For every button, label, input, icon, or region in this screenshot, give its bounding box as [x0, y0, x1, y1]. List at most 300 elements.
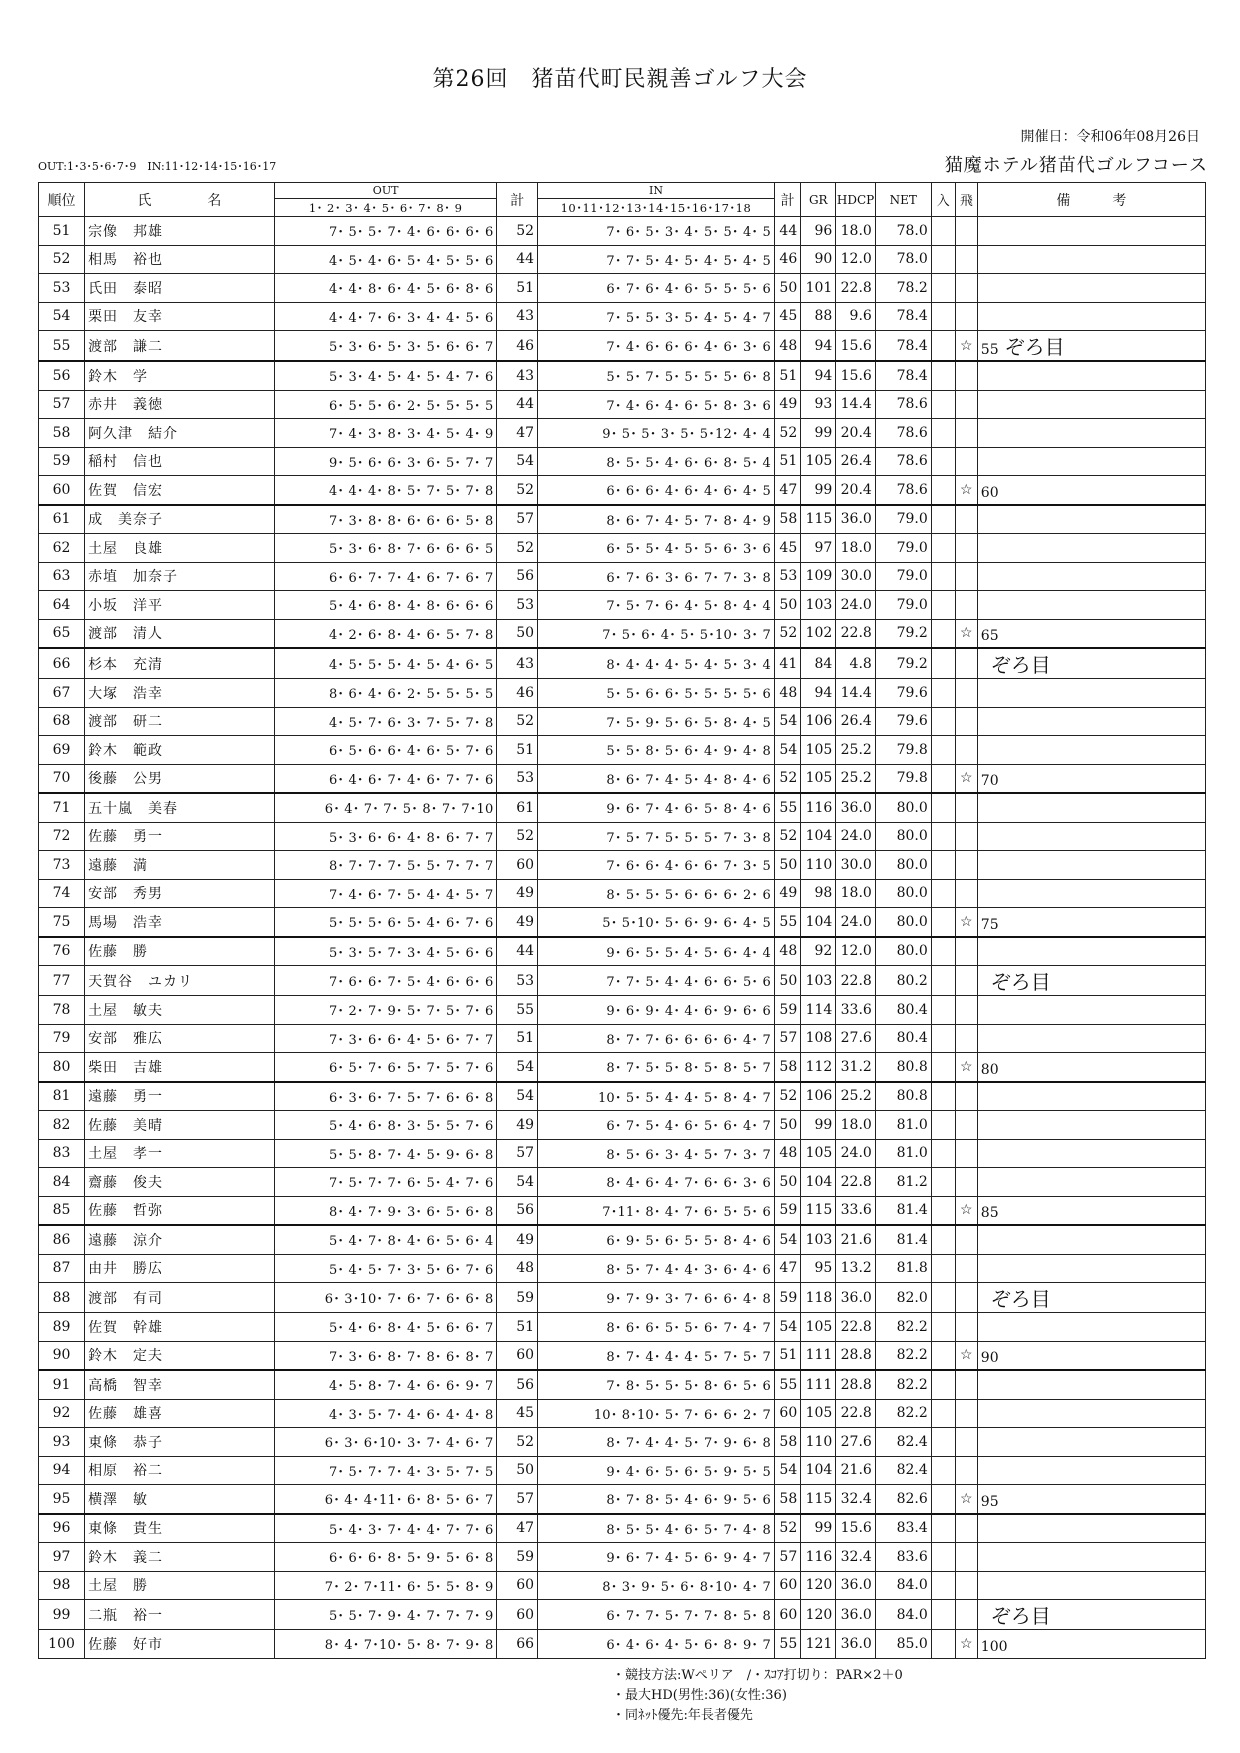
cell-entry	[931, 1254, 955, 1283]
cell-out: 7･ 2･ 7･ 9･ 5･ 7･ 5･ 7･ 6	[274, 996, 497, 1025]
cell-star	[955, 1456, 977, 1485]
cell-out: 5･ 3･ 4･ 5･ 4･ 5･ 4･ 7･ 6	[274, 361, 497, 390]
cell-in: 7･ 5･ 7･ 5･ 5･ 5･ 7･ 3･ 8	[538, 822, 775, 851]
cell-remarks	[977, 1196, 1205, 1225]
cell-out: 6･ 4･ 6･ 7･ 4･ 6･ 7･ 7･ 6	[274, 764, 497, 793]
cell-remarks	[977, 476, 1205, 505]
cell-remarks	[977, 217, 1205, 246]
cell-remarks	[977, 1600, 1205, 1630]
cell-gross: 110	[801, 1428, 836, 1457]
cell-name: 小坂 洋平	[85, 591, 275, 620]
cell-out-total: 44	[497, 245, 538, 274]
cell-in-total: 54	[774, 1456, 800, 1485]
cell-in-total: 60	[774, 1399, 800, 1428]
cell-net: 81.2	[875, 1168, 931, 1197]
cell-in-total: 48	[774, 331, 800, 362]
cell-entry	[931, 1196, 955, 1225]
table-row	[39, 1196, 1206, 1225]
cell-star	[955, 648, 977, 679]
cell-entry	[931, 793, 955, 822]
cell-entry	[931, 1139, 955, 1168]
cell-rank: 61	[39, 505, 85, 534]
cell-net: 79.0	[875, 591, 931, 620]
cell-in: 7･ 5･ 9･ 5･ 6･ 5･ 8･ 4･ 5	[538, 707, 775, 736]
cell-star	[955, 1600, 977, 1630]
cell-hdcp: 26.4	[836, 447, 875, 476]
cell-in: 7･ 5･ 7･ 6･ 4･ 5･ 8･ 4･ 4	[538, 591, 775, 620]
cell-remarks	[977, 534, 1205, 563]
cell-gross: 84	[801, 648, 836, 679]
cell-in-total: 55	[774, 1370, 800, 1399]
cell-out: 6･ 3･ 6･ 7･ 5･ 7･ 6･ 6･ 8	[274, 1082, 497, 1111]
cell-net: 81.0	[875, 1111, 931, 1140]
cell-name: 東條 恭子	[85, 1428, 275, 1457]
cell-in-total: 50	[774, 966, 800, 996]
cell-net: 81.0	[875, 1139, 931, 1168]
cell-out: 6･ 3･ 6･10･ 3･ 7･ 4･ 6･ 7	[274, 1428, 497, 1457]
cell-rank: 97	[39, 1543, 85, 1572]
cell-remarks	[977, 736, 1205, 765]
cell-remarks	[977, 1485, 1205, 1514]
cell-in-total: 50	[774, 1168, 800, 1197]
cell-out: 8･ 7･ 7･ 7･ 5･ 5･ 7･ 7･ 7	[274, 851, 497, 880]
cell-in: 5･ 5･ 6･ 6･ 5･ 5･ 5･ 5･ 6	[538, 679, 775, 708]
footer-line: ・競技方法:Wペリア /・ｽｺｱ打切り：PAR×2＋0	[612, 1668, 903, 1683]
cell-in: 7･11･ 8･ 4･ 7･ 6･ 5･ 5･ 6	[538, 1196, 775, 1225]
cell-in: 7･ 4･ 6･ 6･ 6･ 4･ 6･ 3･ 6	[538, 331, 775, 362]
table-row	[39, 1341, 1206, 1370]
cell-name: 東條 貴生	[85, 1514, 275, 1543]
cell-out-total: 51	[497, 736, 538, 765]
cell-net: 78.0	[875, 217, 931, 246]
cell-in: 8･ 4･ 6･ 4･ 7･ 6･ 6･ 3･ 6	[538, 1168, 775, 1197]
cell-entry	[931, 1024, 955, 1053]
cell-in-total: 50	[774, 1111, 800, 1140]
cell-star	[955, 1428, 977, 1457]
cell-remarks	[977, 1024, 1205, 1053]
cell-remarks	[977, 1225, 1205, 1254]
cell-star	[955, 302, 977, 331]
cell-rank: 67	[39, 679, 85, 708]
cell-out: 5･ 5･ 7･ 9･ 4･ 7･ 7･ 7･ 9	[274, 1600, 497, 1630]
cell-name: 渡部 研二	[85, 707, 275, 736]
cell-entry	[931, 1399, 955, 1428]
cell-gross: 118	[801, 1283, 836, 1313]
cell-entry	[931, 1370, 955, 1399]
cell-gross: 99	[801, 419, 836, 448]
cell-rank: 76	[39, 937, 85, 966]
cell-out-total: 48	[497, 1254, 538, 1283]
cell-in: 8･ 4･ 4･ 4･ 5･ 4･ 5･ 3･ 4	[538, 648, 775, 679]
cell-entry	[931, 1514, 955, 1543]
cell-gross: 104	[801, 1456, 836, 1485]
cell-remarks	[977, 648, 1205, 679]
cell-in: 8･ 6･ 7･ 4･ 5･ 4･ 8･ 4･ 6	[538, 764, 775, 793]
cell-star	[955, 1024, 977, 1053]
cell-entry	[931, 1543, 955, 1572]
cell-gross: 94	[801, 331, 836, 362]
header-in: IN	[538, 183, 775, 199]
cell-remarks	[977, 1456, 1205, 1485]
cell-out-total: 51	[497, 1313, 538, 1342]
cell-in: 8･ 6･ 6･ 5･ 5･ 6･ 7･ 4･ 7	[538, 1313, 775, 1342]
cell-rank: 55	[39, 331, 85, 362]
cell-net: 78.4	[875, 361, 931, 390]
table-row	[39, 619, 1206, 648]
cell-name: 佐賀 信宏	[85, 476, 275, 505]
cell-entry	[931, 707, 955, 736]
cell-net: 78.6	[875, 476, 931, 505]
cell-hdcp: 24.0	[836, 1139, 875, 1168]
cell-in: 9･ 6･ 7･ 4･ 6･ 5･ 8･ 4･ 6	[538, 793, 775, 822]
cell-rank: 60	[39, 476, 85, 505]
cell-in-total: 45	[774, 534, 800, 563]
cell-gross: 106	[801, 707, 836, 736]
cell-out: 4･ 4･ 7･ 6･ 3･ 4･ 4･ 5･ 6	[274, 302, 497, 331]
cell-rank: 59	[39, 447, 85, 476]
cell-star	[955, 217, 977, 246]
cell-hdcp: 15.6	[836, 331, 875, 362]
cell-entry	[931, 1053, 955, 1082]
table-row	[39, 1630, 1206, 1659]
cell-hdcp: 36.0	[836, 505, 875, 534]
cell-out: 5･ 4･ 6･ 8･ 4･ 5･ 6･ 6･ 7	[274, 1313, 497, 1342]
cell-in-total: 59	[774, 1196, 800, 1225]
cell-net: 80.0	[875, 851, 931, 880]
cell-net: 79.0	[875, 505, 931, 534]
cell-in: 8･ 7･ 7･ 6･ 6･ 6･ 6･ 4･ 7	[538, 1024, 775, 1053]
cell-remarks	[977, 1313, 1205, 1342]
table-row	[39, 1082, 1206, 1111]
cell-rank: 94	[39, 1456, 85, 1485]
cell-out: 4･ 4･ 4･ 8･ 5･ 7･ 5･ 7･ 8	[274, 476, 497, 505]
cell-out: 9･ 5･ 6･ 6･ 3･ 6･ 5･ 7･ 7	[274, 447, 497, 476]
cell-entry	[931, 822, 955, 851]
cell-out-total: 56	[497, 1196, 538, 1225]
cell-star	[955, 679, 977, 708]
cell-net: 82.2	[875, 1341, 931, 1370]
table-row	[39, 1543, 1206, 1572]
cell-hdcp: 21.6	[836, 1225, 875, 1254]
table-row	[39, 1283, 1206, 1313]
cell-out: 4･ 5･ 8･ 7･ 4･ 6･ 6･ 9･ 7	[274, 1370, 497, 1399]
cell-in: 6･ 4･ 6･ 4･ 5･ 6･ 8･ 9･ 7	[538, 1630, 775, 1659]
cell-remarks	[977, 361, 1205, 390]
cell-rank: 88	[39, 1283, 85, 1313]
cell-out: 6･ 4･ 4･11･ 6･ 8･ 5･ 6･ 7	[274, 1485, 497, 1514]
cell-hdcp: 25.2	[836, 764, 875, 793]
cell-remarks	[977, 1630, 1205, 1659]
cell-hdcp: 26.4	[836, 707, 875, 736]
cell-entry	[931, 648, 955, 679]
cell-name: 齋藤 俊夫	[85, 1168, 275, 1197]
cell-in-total: 55	[774, 908, 800, 937]
cell-net: 83.6	[875, 1543, 931, 1572]
cell-in: 9･ 6･ 7･ 4･ 5･ 6･ 9･ 4･ 7	[538, 1543, 775, 1572]
cell-name: 遠藤 満	[85, 851, 275, 880]
cell-out: 5･ 3･ 6･ 6･ 4･ 8･ 6･ 7･ 7	[274, 822, 497, 851]
cell-rank: 79	[39, 1024, 85, 1053]
cell-remarks	[977, 1571, 1205, 1600]
cell-name: 佐藤 美晴	[85, 1111, 275, 1140]
cell-net: 80.4	[875, 996, 931, 1025]
cell-out-total: 54	[497, 1053, 538, 1082]
cell-name: 遠藤 勇一	[85, 1082, 275, 1111]
cell-rank: 80	[39, 1053, 85, 1082]
cell-name: 大塚 浩幸	[85, 679, 275, 708]
cell-out: 5･ 5･ 5･ 6･ 5･ 4･ 6･ 7･ 6	[274, 908, 497, 937]
cell-name: 安部 雅広	[85, 1024, 275, 1053]
cell-gross: 103	[801, 966, 836, 996]
cell-out-total: 53	[497, 966, 538, 996]
handwritten-remark: ぞろ目	[990, 1604, 1051, 1628]
cell-out-total: 52	[497, 217, 538, 246]
header-hdcp: HDCP	[836, 183, 875, 217]
cell-remarks	[977, 1111, 1205, 1140]
cell-net: 84.0	[875, 1571, 931, 1600]
cell-entry	[931, 1168, 955, 1197]
cell-out-total: 57	[497, 1485, 538, 1514]
cell-in-total: 60	[774, 1600, 800, 1630]
cell-star	[955, 505, 977, 534]
cell-in: 7･ 7･ 5･ 4･ 5･ 4･ 5･ 4･ 5	[538, 245, 775, 274]
header-out: OUT	[274, 183, 497, 199]
cell-in: 8･ 5･ 5･ 4･ 6･ 6･ 8･ 5･ 4	[538, 447, 775, 476]
header-out-total: 計	[497, 183, 538, 217]
table-row	[39, 648, 1206, 679]
cell-hdcp: 28.8	[836, 1341, 875, 1370]
cell-out-total: 49	[497, 908, 538, 937]
cell-rank: 71	[39, 793, 85, 822]
cell-name: 稲村 信也	[85, 447, 275, 476]
cell-remarks	[977, 1082, 1205, 1111]
page-title: 第26回 猪苗代町民親善ゴルフ大会	[432, 67, 808, 92]
cell-star: ☆	[955, 1485, 977, 1514]
header-remarks: 備 考	[977, 183, 1205, 217]
cell-out-total: 46	[497, 331, 538, 362]
cell-gross: 97	[801, 534, 836, 563]
cell-out: 5･ 4･ 3･ 7･ 4･ 4･ 7･ 7･ 6	[274, 1514, 497, 1543]
cell-entry	[931, 851, 955, 880]
cell-gross: 112	[801, 1053, 836, 1082]
cell-hdcp: 25.2	[836, 736, 875, 765]
cell-star	[955, 562, 977, 591]
cell-out: 4･ 4･ 8･ 6･ 4･ 5･ 6･ 8･ 6	[274, 274, 497, 303]
cell-net: 79.2	[875, 648, 931, 679]
cell-star	[955, 1313, 977, 1342]
cell-net: 81.4	[875, 1196, 931, 1225]
cell-out-total: 50	[497, 1456, 538, 1485]
cell-in-total: 58	[774, 505, 800, 534]
cell-out-total: 49	[497, 1225, 538, 1254]
table-row	[39, 419, 1206, 448]
table-row	[39, 908, 1206, 937]
cell-hdcp: 27.6	[836, 1428, 875, 1457]
cell-out: 4･ 3･ 5･ 7･ 4･ 6･ 4･ 4･ 8	[274, 1399, 497, 1428]
table-row	[39, 1168, 1206, 1197]
cell-in: 7･ 6･ 6･ 4･ 6･ 6･ 7･ 3･ 5	[538, 851, 775, 880]
cell-rank: 68	[39, 707, 85, 736]
table-row	[39, 476, 1206, 505]
cell-hdcp: 31.2	[836, 1053, 875, 1082]
cell-in-total: 60	[774, 1571, 800, 1600]
cell-hdcp: 22.8	[836, 274, 875, 303]
table-row	[39, 1456, 1206, 1485]
cell-in-total: 58	[774, 1428, 800, 1457]
cell-rank: 81	[39, 1082, 85, 1111]
remark-number: 70	[980, 773, 999, 790]
cell-name: 遠藤 涼介	[85, 1225, 275, 1254]
cell-hdcp: 18.0	[836, 1111, 875, 1140]
cell-in: 8･ 6･ 7･ 4･ 5･ 7･ 8･ 4･ 9	[538, 505, 775, 534]
cell-gross: 104	[801, 822, 836, 851]
cell-entry	[931, 361, 955, 390]
cell-remarks	[977, 302, 1205, 331]
cell-remarks	[977, 679, 1205, 708]
cell-net: 83.4	[875, 1514, 931, 1543]
table-row	[39, 1053, 1206, 1082]
results-table	[38, 182, 1206, 1659]
cell-rank: 72	[39, 822, 85, 851]
cell-remarks	[977, 1428, 1205, 1457]
cell-net: 82.4	[875, 1428, 931, 1457]
cell-star: ☆	[955, 1053, 977, 1082]
cell-name: 渡部 清人	[85, 619, 275, 648]
cell-hdcp: 20.4	[836, 476, 875, 505]
cell-remarks	[977, 966, 1205, 996]
cell-in: 10･ 8･10･ 5･ 7･ 6･ 6･ 2･ 7	[538, 1399, 775, 1428]
cell-in: 8･ 5･ 7･ 4･ 4･ 3･ 6･ 4･ 6	[538, 1254, 775, 1283]
cell-out: 4･ 5･ 7･ 6･ 3･ 7･ 5･ 7･ 8	[274, 707, 497, 736]
cell-remarks	[977, 447, 1205, 476]
cell-in: 7･ 8･ 5･ 5･ 5･ 8･ 6･ 5･ 6	[538, 1370, 775, 1399]
cell-remarks	[977, 331, 1205, 362]
cell-entry	[931, 679, 955, 708]
cell-rank: 54	[39, 302, 85, 331]
table-row	[39, 274, 1206, 303]
cell-entry	[931, 505, 955, 534]
cell-rank: 89	[39, 1313, 85, 1342]
cell-gross: 94	[801, 361, 836, 390]
cell-remarks	[977, 1341, 1205, 1370]
cell-in: 6･ 7･ 6･ 3･ 6･ 7･ 7･ 3･ 8	[538, 562, 775, 591]
remark-number: 55	[980, 342, 999, 358]
cell-remarks	[977, 245, 1205, 274]
cell-rank: 57	[39, 390, 85, 419]
cell-gross: 120	[801, 1600, 836, 1630]
cell-in: 5･ 5･10･ 5･ 6･ 9･ 6･ 4･ 5	[538, 908, 775, 937]
cell-in: 10･ 5･ 5･ 4･ 4･ 5･ 8･ 4･ 7	[538, 1082, 775, 1111]
cell-remarks	[977, 764, 1205, 793]
cell-entry	[931, 419, 955, 448]
cell-in: 7･ 7･ 5･ 4･ 4･ 6･ 6･ 5･ 6	[538, 966, 775, 996]
table-row	[39, 736, 1206, 765]
cell-net: 82.2	[875, 1313, 931, 1342]
cell-out: 7･ 3･ 6･ 8･ 7･ 8･ 6･ 8･ 7	[274, 1341, 497, 1370]
cell-hdcp: 32.4	[836, 1543, 875, 1572]
cell-star: ☆	[955, 908, 977, 937]
cell-remarks	[977, 1168, 1205, 1197]
table-row	[39, 447, 1206, 476]
cell-entry	[931, 1571, 955, 1600]
cell-in: 6･ 5･ 5･ 4･ 5･ 5･ 6･ 3･ 6	[538, 534, 775, 563]
cell-star	[955, 707, 977, 736]
cell-out-total: 54	[497, 1168, 538, 1197]
cell-out-total: 52	[497, 707, 538, 736]
cell-out: 7･ 3･ 8･ 8･ 6･ 6･ 6･ 5･ 8	[274, 505, 497, 534]
table-row	[39, 1225, 1206, 1254]
cell-out-total: 46	[497, 679, 538, 708]
cell-out: 5･ 3･ 5･ 7･ 3･ 4･ 5･ 6･ 6	[274, 937, 497, 966]
cell-out: 7･ 5･ 7･ 7･ 6･ 5･ 4･ 7･ 6	[274, 1168, 497, 1197]
cell-name: 土屋 孝一	[85, 1139, 275, 1168]
cell-hdcp: 9.6	[836, 302, 875, 331]
cell-name: 宗像 邦雄	[85, 217, 275, 246]
cell-rank: 53	[39, 274, 85, 303]
cell-name: 佐賀 幹雄	[85, 1313, 275, 1342]
cell-out-total: 49	[497, 1111, 538, 1140]
cell-out-total: 59	[497, 1543, 538, 1572]
cell-in-total: 50	[774, 274, 800, 303]
cell-name: 鈴木 定夫	[85, 1341, 275, 1370]
cell-hdcp: 22.8	[836, 1313, 875, 1342]
cell-rank: 51	[39, 217, 85, 246]
cell-remarks	[977, 793, 1205, 822]
header-tobi: 飛	[955, 183, 977, 217]
cell-star: ☆	[955, 1630, 977, 1659]
cell-entry	[931, 1341, 955, 1370]
cell-entry	[931, 1600, 955, 1630]
cell-rank: 87	[39, 1254, 85, 1283]
cell-remarks	[977, 822, 1205, 851]
cell-in: 8･ 7･ 5･ 5･ 8･ 5･ 8･ 5･ 7	[538, 1053, 775, 1082]
cell-net: 84.0	[875, 1600, 931, 1630]
cell-name: 佐藤 雄喜	[85, 1399, 275, 1428]
cell-star: ☆	[955, 619, 977, 648]
cell-hdcp: 4.8	[836, 648, 875, 679]
cell-in: 7･ 6･ 5･ 3･ 4･ 5･ 5･ 4･ 5	[538, 217, 775, 246]
cell-out: 7･ 6･ 6･ 7･ 5･ 4･ 6･ 6･ 6	[274, 966, 497, 996]
cell-out-total: 50	[497, 619, 538, 648]
cell-out: 6･ 5･ 5･ 6･ 2･ 5･ 5･ 5･ 5	[274, 390, 497, 419]
cell-remarks	[977, 707, 1205, 736]
cell-in-total: 54	[774, 1225, 800, 1254]
cell-in: 6･ 6･ 6･ 4･ 6･ 4･ 6･ 4･ 5	[538, 476, 775, 505]
cell-out-total: 54	[497, 1082, 538, 1111]
cell-in-total: 48	[774, 1139, 800, 1168]
cell-gross: 90	[801, 245, 836, 274]
cell-remarks	[977, 505, 1205, 534]
table-row	[39, 1428, 1206, 1457]
cell-star	[955, 390, 977, 419]
cell-rank: 74	[39, 879, 85, 908]
cell-star	[955, 534, 977, 563]
cell-name: 佐藤 勝	[85, 937, 275, 966]
cell-in: 7･ 5･ 5･ 3･ 5･ 4･ 5･ 4･ 7	[538, 302, 775, 331]
cell-star	[955, 1514, 977, 1543]
cell-in-total: 54	[774, 736, 800, 765]
cell-star	[955, 591, 977, 620]
cell-in-total: 52	[774, 1514, 800, 1543]
cell-in-total: 52	[774, 619, 800, 648]
cell-star	[955, 1082, 977, 1111]
remark-number: 90	[980, 1350, 999, 1367]
cell-net: 78.0	[875, 245, 931, 274]
cell-star	[955, 1571, 977, 1600]
cell-out: 6･ 3･10･ 7･ 6･ 7･ 6･ 6･ 8	[274, 1283, 497, 1313]
footer-line: ・同ﾈｯﾄ優先:年長者優先	[612, 1708, 753, 1723]
cell-name: 鈴木 学	[85, 361, 275, 390]
